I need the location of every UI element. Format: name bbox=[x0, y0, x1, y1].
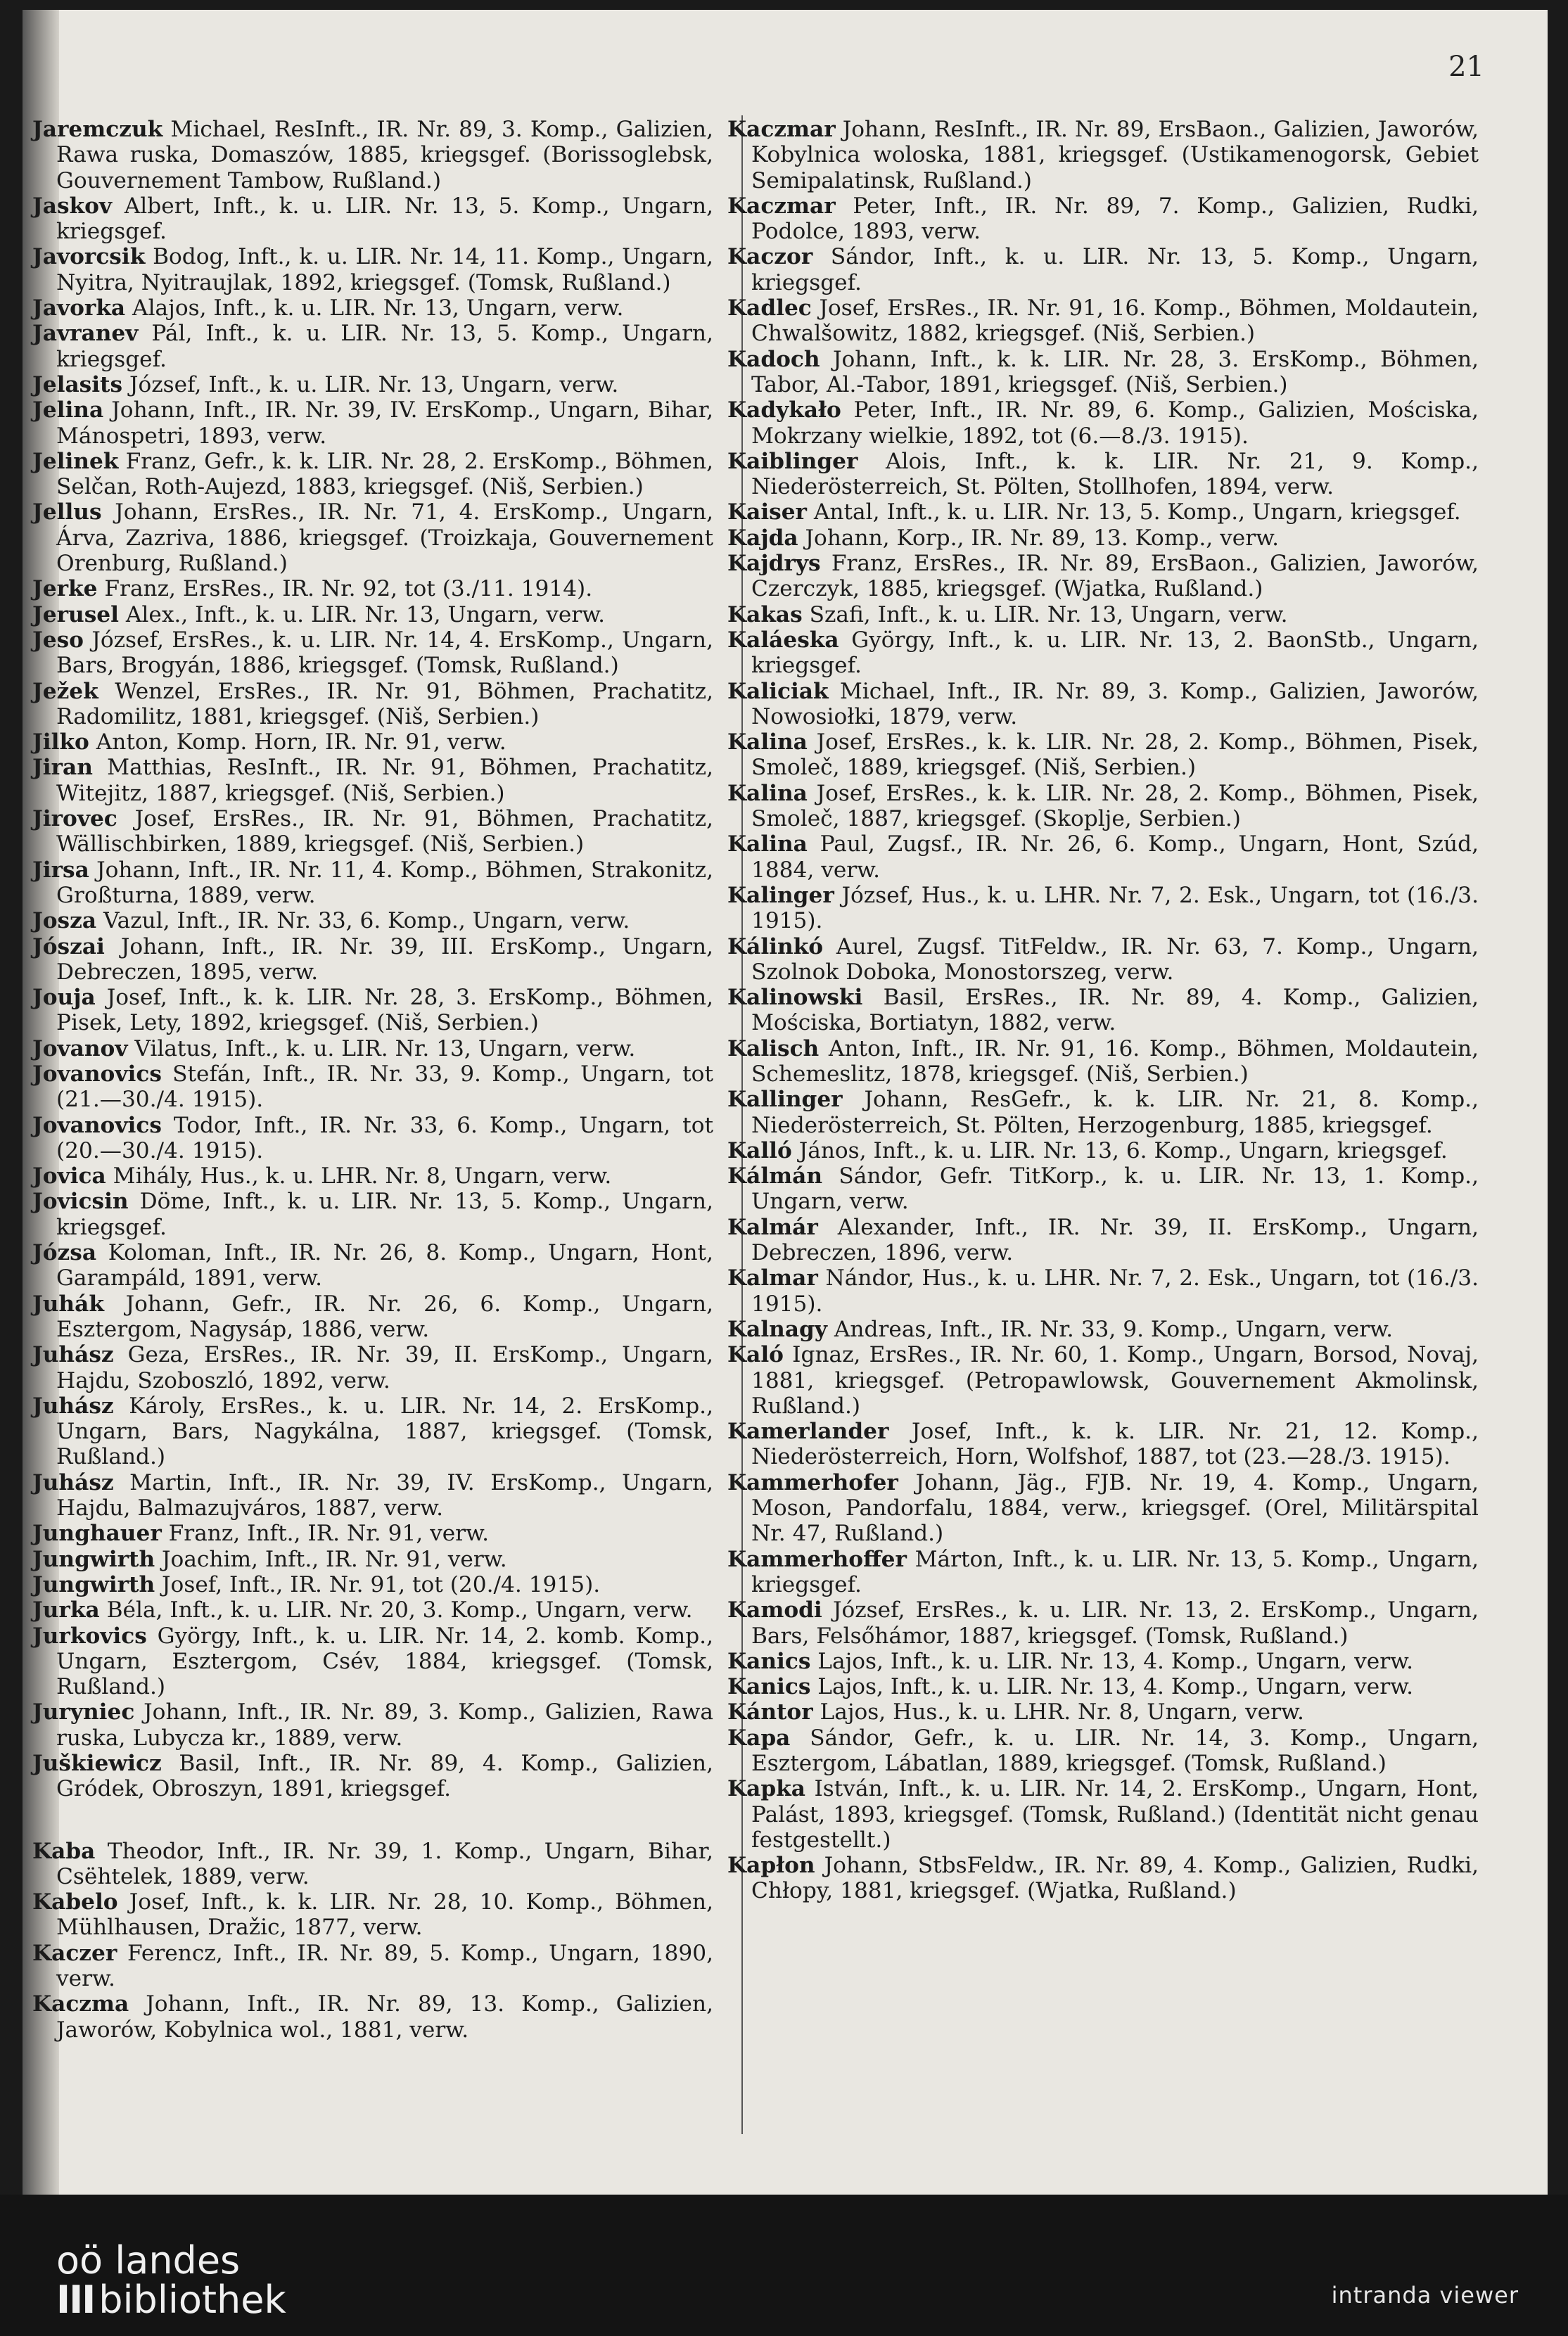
list-entry bbox=[32, 397, 713, 449]
entry-details: Franz, Gefr., k. k. LIR. Nr. 28, 2. ErsKomp., Böhmen, Selčan, Roth-Aujezd, 1883, kriegsgef. (Niš, Serbien.) bbox=[56, 448, 713, 500]
list-entry bbox=[32, 1061, 713, 1113]
library-logo-line2 bbox=[56, 2278, 286, 2322]
entry-details: Basil, Inft., IR. Nr. 89, 4. Komp., Galizien, Gródek, Obroszyn, 1891, kriegsgef. bbox=[56, 1751, 713, 1802]
entry-details: Johann, Jäg., FJB. Nr. 19, 4. Komp., Ungarn, Moson, Pandorfalu, 1884, verw., kriegsgef. (Orel, Militärspital Nr. 47, Rußland.) bbox=[751, 1469, 1479, 1547]
list-entry bbox=[32, 117, 713, 193]
entry-details: Josef, Inft., IR. Nr. 91, tot (20./4. 1915). bbox=[155, 1571, 601, 1597]
entry-surname: Jurka bbox=[32, 1597, 100, 1623]
entry-surname: Kaláeska bbox=[727, 627, 839, 653]
entry-details: Johann, Inft., IR. Nr. 39, IV. ErsKomp., Ungarn, Bihar, Mánospetri, 1893, verw. bbox=[56, 397, 713, 449]
entry-details: Vilatus, Inft., k. u. LIR. Nr. 13, Ungarn, verw. bbox=[127, 1035, 636, 1061]
entry-surname: Ježek bbox=[32, 678, 98, 704]
entry-surname: Jurkovics bbox=[32, 1623, 147, 1649]
entry-surname: Kamodi bbox=[727, 1597, 822, 1623]
entry-surname: Kanics bbox=[727, 1674, 811, 1700]
list-entry bbox=[32, 602, 713, 627]
list-entry bbox=[727, 1547, 1479, 1598]
list-entry bbox=[727, 193, 1479, 245]
list-entry bbox=[32, 499, 713, 576]
entry-details: Johann, Gefr., IR. Nr. 26, 6. Komp., Ungarn, Esztergom, Nagysáp, 1886, verw. bbox=[56, 1291, 713, 1342]
entry-details: Johann, Inft., IR. Nr. 11, 4. Komp., Böhmen, Strakonitz, Großturna, 1889, verw. bbox=[56, 857, 713, 908]
entry-details: Stefán, Inft., IR. Nr. 33, 9. Komp., Ungarn, tot (21.—30./4. 1915). bbox=[56, 1061, 713, 1113]
entry-details: Károly, ErsRes., k. u. LIR. Nr. 14, 2. ErsKomp., Ungarn, Bars, Nagykálna, 1887, kriegsgef. (Tomsk, Rußland.) bbox=[56, 1393, 713, 1470]
entry-surname: Kántor bbox=[727, 1699, 813, 1725]
entry-surname: Kapłon bbox=[727, 1853, 815, 1879]
entry-surname: Kadlec bbox=[727, 295, 812, 321]
list-entry bbox=[32, 1991, 713, 2043]
entry-surname: Kajdrys bbox=[727, 551, 821, 577]
entry-surname: Kaiser bbox=[727, 499, 807, 525]
list-entry bbox=[727, 117, 1479, 193]
entry-details: Johann, Inft., IR. Nr. 89, 3. Komp., Galizien, Rawa ruska, Lubycza kr., 1889, verw. bbox=[56, 1699, 713, 1751]
list-entry bbox=[32, 1889, 713, 1941]
entry-surname: Javorcsik bbox=[32, 244, 146, 270]
entry-details: Johann, Inft., IR. Nr. 89, 13. Komp., Galizien, Jaworów, Kobylnica wol., 1881, verw. bbox=[56, 1991, 713, 2043]
entry-surname: Jilko bbox=[32, 729, 89, 755]
entry-surname: Kamerlander bbox=[727, 1419, 889, 1445]
entry-details: Josef, Inft., k. k. LIR. Nr. 21, 12. Komp., Niederösterreich, Horn, Wolfshof, 1887, tot (23.—28./3. 1915). bbox=[751, 1419, 1479, 1470]
entry-details: Todor, Inft., IR. Nr. 33, 6. Komp., Ungarn, tot (20.—30./4. 1915). bbox=[56, 1112, 713, 1163]
entry-details: Bodog, Inft., k. u. LIR. Nr. 14, 11. Komp., Ungarn, Nyitra, Nyitraujlak, 1892, kriegsgef. (Tomsk, Rußland.) bbox=[56, 244, 713, 295]
entry-details: István, Inft., k. u. LIR. Nr. 14, 2. ErsKomp., Ungarn, Hont, Palást, 1893, kriegsgef. (Tomsk, Rußland.) (Identität nicht genau festgestellt.) bbox=[751, 1776, 1479, 1853]
list-entry bbox=[727, 525, 1479, 551]
entry-details: Franz, ErsRes., IR. Nr. 89, ErsBaon., Galizien, Jaworów, Czerczyk, 1885, kriegsgef. (Wjatka, Rußland.) bbox=[751, 551, 1479, 602]
list-entry bbox=[32, 1470, 713, 1521]
entry-surname: Juhász bbox=[32, 1469, 114, 1495]
entry-details: Michael, Inft., IR. Nr. 89, 3. Komp., Galizien, Jaworów, Nowosiołki, 1879, verw. bbox=[751, 678, 1479, 729]
entry-surname: Juškiewicz bbox=[32, 1751, 162, 1776]
list-entry bbox=[32, 449, 713, 500]
entry-details: Vazul, Inft., IR. Nr. 33, 6. Komp., Ungarn, verw. bbox=[96, 908, 630, 934]
entry-details: Josef, ErsRes., IR. Nr. 91, 16. Komp., Böhmen, Moldautein, Chwalšowitz, 1882, kriegsgef. (Niš, Serbien.) bbox=[751, 295, 1479, 347]
list-entry bbox=[32, 1240, 713, 1291]
entry-details: György, Inft., k. u. LIR. Nr. 14, 2. komb. Komp., Ungarn, Esztergom, Csév, 1884, kriegsgef. (Tomsk, Rußland.) bbox=[56, 1623, 713, 1700]
list-entry bbox=[32, 729, 713, 755]
entry-details: Johann, ResGefr., k. k. LIR. Nr. 21, 8. Komp., Niederösterreich, St. Pölten, Herzogenburg, 1885, kriegsgef. bbox=[751, 1087, 1479, 1138]
entry-details: Ferencz, Inft., IR. Nr. 89, 5. Komp., Ungarn, 1890, verw. bbox=[56, 1940, 713, 1992]
entry-surname: Jovanov bbox=[32, 1035, 128, 1061]
list-entry bbox=[32, 1113, 713, 1164]
entry-details: Antal, Inft., k. u. LIR. Nr. 13, 5. Komp., Ungarn, kriegsgef. bbox=[807, 499, 1461, 525]
entry-details: Basil, ErsRes., IR. Nr. 89, 4. Komp., Galizien, Mościska, Bortiatyn, 1882, verw. bbox=[751, 985, 1479, 1036]
entry-surname: Kadykało bbox=[727, 397, 841, 423]
list-entry bbox=[727, 1649, 1479, 1674]
list-entry bbox=[32, 321, 713, 372]
entry-surname: Jellus bbox=[32, 499, 102, 525]
entry-details: Johann, Inft., IR. Nr. 39, III. ErsKomp., Ungarn, Debreczen, 1895, verw. bbox=[56, 933, 713, 985]
list-entry bbox=[32, 1839, 713, 1890]
entry-details: Albert, Inft., k. u. LIR. Nr. 13, 5. Komp., Ungarn, kriegsgef. bbox=[56, 193, 713, 245]
entry-details: Sándor, Inft., k. u. LIR. Nr. 13, 5. Komp., Ungarn, kriegsgef. bbox=[751, 244, 1479, 295]
list-entry bbox=[32, 244, 713, 295]
list-entry bbox=[727, 627, 1479, 679]
entry-surname: Kaczmar bbox=[727, 193, 836, 219]
entry-surname: Jirovec bbox=[32, 806, 117, 832]
list-entry bbox=[32, 679, 713, 730]
list-entry bbox=[727, 1725, 1479, 1777]
list-entry bbox=[32, 908, 713, 933]
list-entry bbox=[727, 1342, 1479, 1419]
list-entry bbox=[32, 576, 713, 601]
entry-surname: Kálinkó bbox=[727, 933, 824, 959]
entry-surname: Jelinek bbox=[32, 448, 119, 474]
list-entry bbox=[727, 1674, 1479, 1699]
list-entry bbox=[32, 934, 713, 985]
list-entry bbox=[32, 1036, 713, 1061]
entry-details: Lajos, Inft., k. u. LIR. Nr. 13, 4. Komp., Ungarn, verw. bbox=[810, 1674, 1414, 1700]
entry-details: Alex., Inft., k. u. LIR. Nr. 13, Ungarn, verw. bbox=[118, 601, 606, 627]
entry-surname: Kaló bbox=[727, 1342, 784, 1368]
entry-surname: Kaliciak bbox=[727, 678, 829, 704]
list-entry bbox=[32, 627, 713, 679]
list-entry bbox=[727, 934, 1479, 985]
entry-surname: Kalló bbox=[727, 1137, 792, 1163]
list-entry bbox=[32, 1699, 713, 1751]
list-entry bbox=[727, 295, 1479, 347]
left-column bbox=[32, 117, 713, 2043]
entry-details: Sándor, Gefr., k. u. LIR. Nr. 14, 3. Komp., Ungarn, Esztergom, Lábatlan, 1889, kriegsgef. (Tomsk, Rußland.) bbox=[751, 1725, 1479, 1776]
list-entry bbox=[727, 1036, 1479, 1087]
viewer-brand-label: intranda viewer bbox=[1331, 2282, 1519, 2309]
list-entry bbox=[727, 1317, 1479, 1342]
list-entry bbox=[727, 499, 1479, 525]
entry-details: Peter, Inft., IR. Nr. 89, 7. Komp., Galizien, Rudki, Podolce, 1893, verw. bbox=[751, 193, 1479, 245]
list-entry bbox=[727, 1215, 1479, 1266]
list-entry bbox=[32, 1393, 713, 1470]
entry-surname: Javranev bbox=[32, 321, 139, 347]
list-entry bbox=[32, 1751, 713, 1802]
entry-surname: Kapka bbox=[727, 1776, 805, 1802]
list-entry bbox=[32, 1623, 713, 1700]
entry-surname: Junghauer bbox=[32, 1521, 162, 1547]
entry-surname: Jungwirth bbox=[32, 1571, 155, 1597]
list-entry bbox=[727, 244, 1479, 295]
list-entry bbox=[32, 1941, 713, 1992]
page-number: 21 bbox=[1448, 51, 1484, 83]
entry-details: Wenzel, ErsRes., IR. Nr. 91, Böhmen, Prachatitz, Radomilitz, 1881, kriegsgef. (Niš, Serbien.) bbox=[56, 678, 713, 729]
entry-details: Joachim, Inft., IR. Nr. 91, verw. bbox=[155, 1546, 507, 1572]
list-entry bbox=[32, 295, 713, 321]
entry-details: Josef, ErsRes., IR. Nr. 91, Böhmen, Prachatitz, Wällischbirken, 1889, kriegsgef. (Niš, Serbien.) bbox=[56, 806, 713, 857]
entry-surname: Josza bbox=[32, 908, 97, 934]
entry-surname: Kaczmar bbox=[727, 117, 836, 142]
entry-surname: Kabelo bbox=[32, 1889, 118, 1915]
list-entry bbox=[727, 397, 1479, 449]
section-gap bbox=[32, 1802, 713, 1839]
list-entry bbox=[32, 755, 713, 806]
entry-surname: Kaczma bbox=[32, 1991, 129, 2017]
entry-details: Matthias, ResInft., IR. Nr. 91, Böhmen, Prachatitz, Witejitz, 1887, kriegsgef. (Niš, Serbien.) bbox=[56, 755, 713, 806]
entry-surname: Juhász bbox=[32, 1342, 114, 1368]
entry-details: Anton, Inft., IR. Nr. 91, 16. Komp., Böhmen, Moldautein, Schemeslitz, 1878, kriegsgef. (Niš, Serbien.) bbox=[751, 1035, 1479, 1087]
list-entry bbox=[727, 1470, 1479, 1547]
entry-details: Josef, ErsRes., k. k. LIR. Nr. 28, 2. Komp., Böhmen, Pisek, Smoleč, 1887, kriegsgef. (Skoplje, Serbien.) bbox=[751, 780, 1479, 832]
list-entry bbox=[727, 1853, 1479, 1904]
list-entry bbox=[727, 1419, 1479, 1470]
list-entry bbox=[727, 602, 1479, 627]
entry-details: József, ErsRes., k. u. LIR. Nr. 13, 2. ErsKomp., Ungarn, Bars, Felsőhámor, 1887, kriegsgef. (Tomsk, Rußland.) bbox=[751, 1597, 1479, 1649]
right-column bbox=[727, 117, 1479, 1904]
entry-details: Andreas, Inft., IR. Nr. 33, 9. Komp., Ungarn, verw. bbox=[827, 1316, 1394, 1342]
entry-details: Ignaz, ErsRes., IR. Nr. 60, 1. Komp., Ungarn, Borsod, Novaj, 1881, kriegsgef. (Petropawlowsk, Gouvernement Akmolinsk, Rußland.) bbox=[751, 1342, 1479, 1419]
entry-details: Josef, Inft., k. k. LIR. Nr. 28, 3. ErsKomp., Böhmen, Pisek, Lety, 1892, kriegsgef. (Niš, Serbien.) bbox=[56, 985, 713, 1036]
entry-surname: Kalisch bbox=[727, 1035, 820, 1061]
list-entry bbox=[727, 551, 1479, 602]
entry-details: Mihály, Hus., k. u. LHR. Nr. 8, Ungarn, verw. bbox=[106, 1163, 612, 1189]
entry-details: Sándor, Gefr. TitKorp., k. u. LIR. Nr. 13, 1. Komp., Ungarn, verw. bbox=[751, 1163, 1479, 1215]
entry-surname: Jungwirth bbox=[32, 1546, 155, 1572]
list-entry bbox=[32, 857, 713, 909]
list-entry bbox=[727, 1265, 1479, 1317]
list-entry bbox=[32, 1547, 713, 1572]
list-entry bbox=[727, 831, 1479, 883]
list-entry bbox=[727, 449, 1479, 500]
list-entry bbox=[727, 729, 1479, 781]
list-entry bbox=[727, 1597, 1479, 1649]
entry-surname: Kalina bbox=[727, 780, 808, 806]
entry-details: József, ErsRes., k. u. LIR. Nr. 14, 4. ErsKomp., Ungarn, Bars, Brogyán, 1886, kriegsgef. (Tomsk, Rußland.) bbox=[56, 627, 713, 679]
entry-details: Márton, Inft., k. u. LIR. Nr. 13, 5. Komp., Ungarn, kriegsgef. bbox=[751, 1546, 1479, 1597]
entry-surname: Jovicsin bbox=[32, 1189, 129, 1215]
entry-surname: Kalina bbox=[727, 729, 808, 755]
list-entry bbox=[32, 193, 713, 245]
list-entry bbox=[727, 883, 1479, 934]
entry-surname: Juhák bbox=[32, 1291, 104, 1317]
entry-surname: Kalnagy bbox=[727, 1316, 827, 1342]
entry-details: Paul, Zugsf., IR. Nr. 26, 6. Komp., Ungarn, Hont, Szúd, 1884, verw. bbox=[751, 831, 1479, 883]
entry-details: Johann, StbsFeldw., IR. Nr. 89, 4. Komp., Galizien, Rudki, Chłopy, 1881, kriegsgef. (Wjatka, Rußland.) bbox=[751, 1853, 1479, 1904]
entry-surname: Józsa bbox=[32, 1240, 97, 1266]
list-entry bbox=[32, 1291, 713, 1343]
entry-surname: Kalmár bbox=[727, 1214, 818, 1240]
list-entry bbox=[32, 1163, 713, 1189]
list-entry bbox=[727, 781, 1479, 832]
entry-details: Anton, Komp. Horn, IR. Nr. 91, verw. bbox=[89, 729, 506, 755]
entry-details: Josef, Inft., k. k. LIR. Nr. 28, 10. Komp., Böhmen, Mühlhausen, Dražic, 1877, verw. bbox=[56, 1889, 713, 1941]
list-entry bbox=[727, 679, 1479, 730]
entry-surname: Jovanovics bbox=[32, 1061, 162, 1087]
entry-surname: Kakas bbox=[727, 601, 803, 627]
list-entry bbox=[727, 347, 1479, 398]
entry-surname: Kaczor bbox=[727, 244, 813, 270]
entry-details: Johann, Korp., IR. Nr. 89, 13. Komp., verw. bbox=[798, 525, 1280, 551]
entry-details: József, Hus., k. u. LHR. Nr. 7, 2. Esk., Ungarn, tot (16./3. 1915). bbox=[751, 882, 1479, 934]
list-entry bbox=[32, 985, 713, 1036]
entry-details: Alajos, Inft., k. u. LIR. Nr. 13, Ungarn, verw. bbox=[125, 295, 624, 321]
list-entry bbox=[727, 1699, 1479, 1725]
entry-surname: Kaczer bbox=[32, 1940, 117, 1966]
list-entry bbox=[32, 1597, 713, 1623]
entry-surname: Kammerhofer bbox=[727, 1469, 898, 1495]
entry-surname: Kalina bbox=[727, 831, 808, 857]
entry-details: Aurel, Zugsf. TitFeldw., IR. Nr. 63, 7. Komp., Ungarn, Szolnok Doboka, Monostorszeg, verw. bbox=[751, 933, 1479, 985]
entry-details: Lajos, Hus., k. u. LHR. Nr. 8, Ungarn, verw. bbox=[812, 1699, 1304, 1725]
list-entry bbox=[32, 1342, 713, 1393]
entry-surname: Kallinger bbox=[727, 1087, 843, 1113]
list-entry bbox=[32, 372, 713, 397]
entry-surname: Kalinger bbox=[727, 882, 834, 908]
entry-surname: Kajda bbox=[727, 525, 798, 551]
entry-details: Johann, ResInft., IR. Nr. 89, ErsBaon., Galizien, Jaworów, Kobylnica woloska, 1881, kriegsgef. (Ustikamenogorsk, Gebiet Semipalatinsk, Rußland.) bbox=[751, 117, 1479, 193]
entry-surname: Kalmar bbox=[727, 1265, 818, 1291]
entry-details: Béla, Inft., k. u. LIR. Nr. 20, 3. Komp., Ungarn, verw. bbox=[99, 1597, 693, 1623]
entry-surname: Juhász bbox=[32, 1393, 114, 1419]
entry-details: Lajos, Inft., k. u. LIR. Nr. 13, 4. Komp., Ungarn, verw. bbox=[810, 1648, 1414, 1674]
entry-details: János, Inft., k. u. LIR. Nr. 13, 6. Komp., Ungarn, kriegsgef. bbox=[791, 1137, 1448, 1163]
entry-surname: Jovica bbox=[32, 1163, 106, 1189]
entry-surname: Juryniec bbox=[32, 1699, 135, 1725]
entry-details: Alois, Inft., k. k. LIR. Nr. 21, 9. Komp., Niederösterreich, St. Pölten, Stollhofen, 1894, verw. bbox=[751, 448, 1479, 500]
entry-details: Franz, ErsRes., IR. Nr. 92, tot (3./11. 1914). bbox=[97, 576, 593, 602]
entry-surname: Jeso bbox=[32, 627, 84, 653]
list-entry bbox=[32, 1521, 713, 1546]
entry-surname: Kaiblinger bbox=[727, 448, 858, 474]
entry-surname: Kalinowski bbox=[727, 985, 863, 1011]
list-entry bbox=[32, 1189, 713, 1240]
library-logo-bars: III bbox=[56, 2278, 95, 2322]
entry-details: Alexander, Inft., IR. Nr. 39, II. ErsKomp., Ungarn, Debreczen, 1896, verw. bbox=[751, 1214, 1479, 1266]
entry-surname: Kapa bbox=[727, 1725, 791, 1751]
entry-surname: Kadoch bbox=[727, 346, 820, 372]
entry-details: Johann, Inft., k. k. LIR. Nr. 28, 3. ErsKomp., Böhmen, Tabor, Al.-Tabor, 1891, kriegsgef. (Niš, Serbien.) bbox=[751, 346, 1479, 397]
list-entry bbox=[727, 1138, 1479, 1163]
entry-surname: Jószai bbox=[32, 933, 105, 959]
entry-surname: Jiran bbox=[32, 755, 93, 781]
entry-details: Michael, ResInft., IR. Nr. 89, 3. Komp., Galizien, Rawa ruska, Domaszów, 1885, kriegsgef. (Borissoglebsk, Gouvernement Tambow, Rußland.) bbox=[56, 117, 713, 193]
entry-details: Geza, ErsRes., IR. Nr. 39, II. ErsKomp., Ungarn, Hajdu, Szoboszló, 1892, verw. bbox=[56, 1342, 713, 1393]
entry-surname: Javorka bbox=[32, 295, 126, 321]
entry-surname: Kálmán bbox=[727, 1163, 823, 1189]
list-entry bbox=[727, 1087, 1479, 1138]
list-entry bbox=[32, 1572, 713, 1597]
library-logo-line1: oö landes bbox=[56, 2238, 241, 2283]
entry-surname: Jovanovics bbox=[32, 1112, 162, 1138]
entry-details: György, Inft., k. u. LIR. Nr. 13, 2. BaonStb., Ungarn, kriegsgef. bbox=[751, 627, 1479, 679]
entry-surname: Kanics bbox=[727, 1648, 811, 1674]
entry-details: Franz, Inft., IR. Nr. 91, verw. bbox=[161, 1521, 490, 1547]
document-page bbox=[23, 10, 1548, 2195]
entry-surname: Jirsa bbox=[32, 857, 89, 883]
entry-details: Nándor, Hus., k. u. LHR. Nr. 7, 2. Esk., Ungarn, tot (16./3. 1915). bbox=[751, 1265, 1479, 1317]
entry-surname: Kaba bbox=[32, 1838, 96, 1864]
entry-details: József, Inft., k. u. LIR. Nr. 13, Ungarn, verw. bbox=[122, 371, 619, 397]
viewer-footer bbox=[0, 2195, 1568, 2336]
list-entry bbox=[727, 1776, 1479, 1853]
entry-details: Johann, ErsRes., IR. Nr. 71, 4. ErsKomp., Ungarn, Árva, Zazriva, 1886, kriegsgef. (Troizkaja, Gouvernement Orenburg, Rußland.) bbox=[56, 499, 713, 577]
entry-surname: Kammerhoffer bbox=[727, 1546, 907, 1572]
list-entry bbox=[32, 806, 713, 857]
entry-details: Josef, ErsRes., k. k. LIR. Nr. 28, 2. Komp., Böhmen, Pisek, Smoleč, 1889, kriegsgef. (Niš, Serbien.) bbox=[751, 729, 1479, 781]
entry-surname: Jerke bbox=[32, 576, 98, 602]
entry-surname: Jelasits bbox=[32, 371, 123, 397]
library-logo-word: bibliothek bbox=[98, 2278, 286, 2322]
entry-details: Koloman, Inft., IR. Nr. 26, 8. Komp., Ungarn, Hont, Garampáld, 1891, verw. bbox=[56, 1240, 713, 1291]
list-entry bbox=[727, 1163, 1479, 1215]
entry-surname: Jaremczuk bbox=[32, 117, 163, 142]
entry-surname: Jelina bbox=[32, 397, 104, 423]
entry-details: Döme, Inft., k. u. LIR. Nr. 13, 5. Komp., Ungarn, kriegsgef. bbox=[56, 1189, 713, 1240]
entry-details: Theodor, Inft., IR. Nr. 39, 1. Komp., Ungarn, Bihar, Csëhtelek, 1889, verw. bbox=[56, 1838, 713, 1889]
entry-surname: Jaskov bbox=[32, 193, 113, 219]
entry-surname: Jouja bbox=[32, 985, 96, 1011]
entry-details: Szafi, Inft., k. u. LIR. Nr. 13, Ungarn, verw. bbox=[802, 601, 1288, 627]
entry-details: Martin, Inft., IR. Nr. 39, IV. ErsKomp., Ungarn, Hajdu, Balmazujváros, 1887, verw. bbox=[56, 1469, 713, 1521]
entry-details: Peter, Inft., IR. Nr. 89, 6. Komp., Galizien, Mościska, Mokrzany wielkie, 1892, tot (6.—8./3. 1915). bbox=[751, 397, 1479, 449]
entry-surname: Jerusel bbox=[32, 601, 119, 627]
list-entry bbox=[727, 985, 1479, 1036]
entry-details: Pál, Inft., k. u. LIR. Nr. 13, 5. Komp., Ungarn, kriegsgef. bbox=[56, 321, 713, 372]
